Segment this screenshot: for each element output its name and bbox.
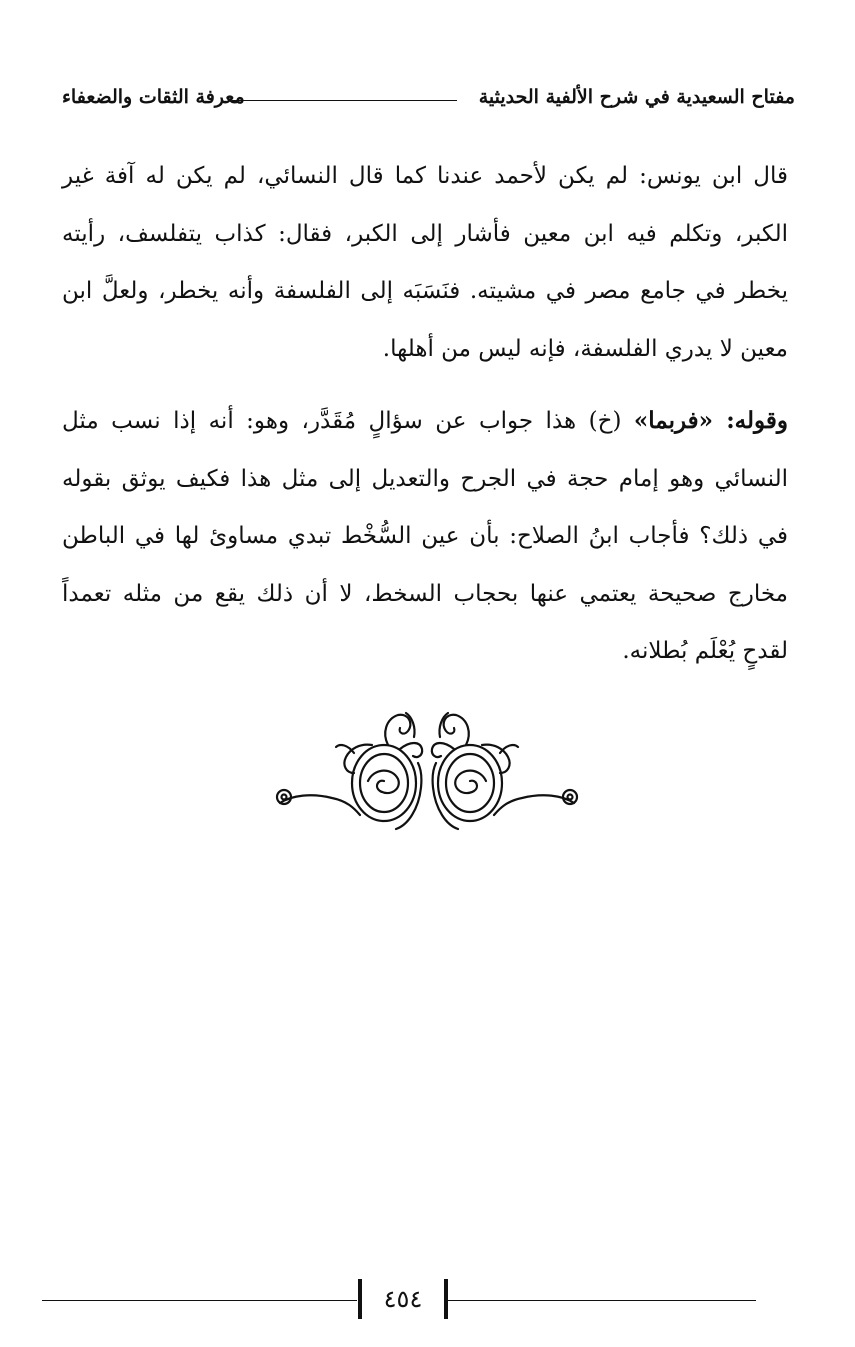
- book-title: مفتاح السعيدية في شرح الألفية الحديثية: [478, 86, 795, 108]
- running-header: [62, 86, 795, 122]
- page-number: ٤٥٤: [358, 1279, 448, 1319]
- quoted-term: وقوله: «فربما»: [633, 407, 789, 434]
- text-line: مخارج صحيحة يعتمي عنها بحجاب السخط، لا أن ذلك يقع من مثله تعمداً: [62, 580, 788, 607]
- ornament-left: [277, 713, 422, 829]
- text-line: يخطر في جامع مصر في مشيته. فنَسَبَه إلى الفلسفة وأنه يخطر، ولعلَّ ابن معين: [62, 278, 788, 362]
- text-line: لا يدري الفلسفة، فإنه ليس من أهلها.: [382, 335, 733, 362]
- text-line: قال ابن يونس: لم يكن لأحمد عندنا كما قال النسائي، لم يكن له آفة غير: [62, 163, 788, 189]
- header-rule: [232, 100, 457, 101]
- footer-rule-left: [42, 1300, 357, 1301]
- ornament-right: [432, 713, 577, 829]
- section-title: معرفة الثقات والضعفاء: [62, 86, 245, 108]
- text-line: (خ) هذا جواب عن سؤالٍ مُقَدَّر، وهو: أنه إذا نسب مثل: [62, 408, 634, 434]
- text-line: لقدحٍ يُعْلَم بُطلانه.: [622, 638, 788, 664]
- paragraph-2: [62, 392, 788, 681]
- text-line: النسائي وهو إمام حجة في الجرح والتعديل إلى مثل هذا فكيف يوثق بقوله: [62, 465, 788, 492]
- decorative-ornament: [262, 703, 592, 838]
- body-text: [62, 148, 788, 681]
- footer-rule-right: [448, 1300, 756, 1301]
- text-line: الكبر، وتكلم فيه ابن معين فأشار إلى الكبر، فقال: كذاب يتفلسف، رأيته: [62, 220, 788, 247]
- text-line: في ذلك؟ فأجاب ابنُ الصلاح: بأن عين السُّخْط تبدي مساوئ لها في الباطن: [62, 523, 788, 549]
- paragraph-1: [62, 148, 788, 378]
